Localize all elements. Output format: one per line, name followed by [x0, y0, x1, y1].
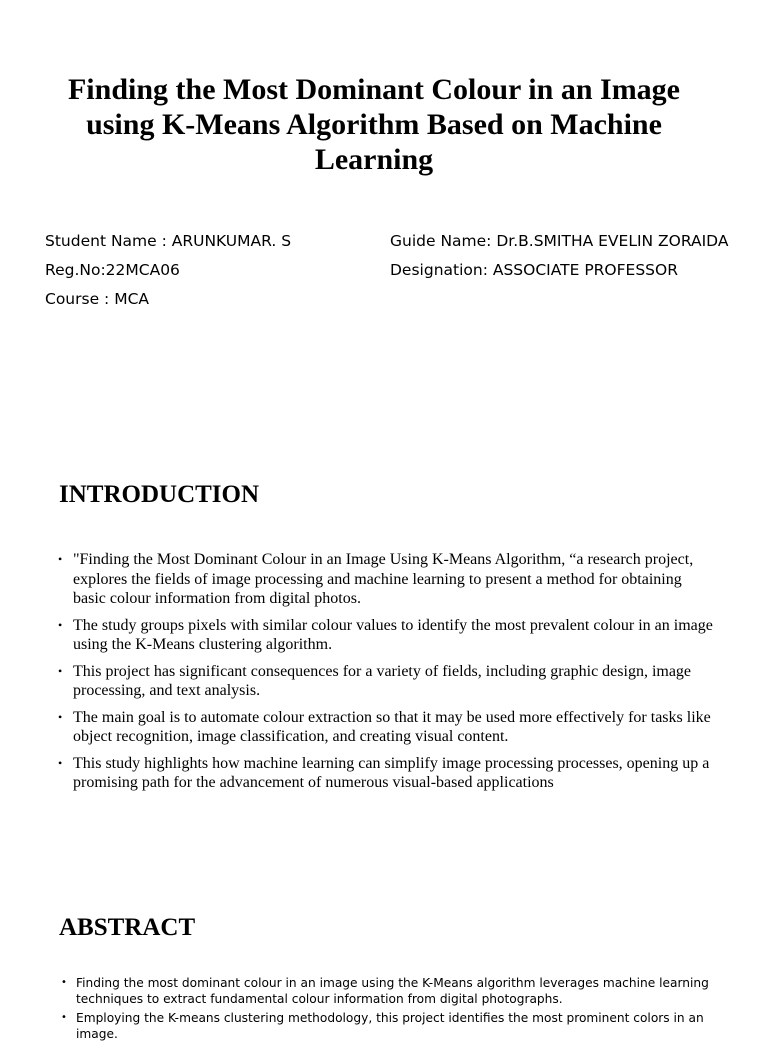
- document-title: Finding the Most Dominant Colour in an Image using K-Means Algorithm Based on Machine Learning: [67, 73, 680, 176]
- bullet-icon: •: [58, 617, 63, 632]
- bullet-icon: •: [61, 1012, 67, 1023]
- list-item: [57, 616, 717, 655]
- course: Course : MCA: [45, 290, 149, 308]
- list-item-text: The study groups pixels with similar colour values to identify the most prevalent colour in an image using the K-Means clustering algorithm.: [73, 616, 713, 653]
- registration-number: Reg.No:22MCA06: [45, 261, 180, 279]
- guide-name: Guide Name: Dr.B.SMITHA EVELIN ZORAIDA: [390, 232, 729, 250]
- list-item: [61, 975, 721, 1007]
- list-item: [57, 708, 717, 747]
- bullet-icon: •: [58, 755, 63, 770]
- list-item-text: This project has significant consequences for a variety of fields, including graphic design, image processing, and text analysis.: [73, 662, 692, 699]
- bullet-icon: •: [58, 552, 63, 566]
- bullet-icon: •: [58, 663, 63, 678]
- list-item: [57, 662, 717, 701]
- guide-info: [390, 229, 728, 287]
- list-item-text: Employing the K-means clustering methodology, this project identifies the most prominent colors in an image.: [76, 1011, 704, 1041]
- list-item-text: This study highlights how machine learning can simplify image processing processes, opening up a promising path for the advancement of numerous visual-based applications: [73, 754, 710, 791]
- list-item: [57, 550, 717, 609]
- bullet-icon: •: [61, 977, 67, 988]
- introduction-heading: INTRODUCTION: [59, 481, 260, 508]
- student-info: [45, 229, 291, 316]
- list-item: [57, 754, 717, 793]
- abstract-heading: ABSTRACT: [59, 914, 196, 941]
- list-item: [61, 1010, 721, 1042]
- student-name: Student Name : ARUNKUMAR. S: [45, 232, 292, 250]
- abstract-list: [61, 975, 721, 1045]
- guide-designation: Designation: ASSOCIATE PROFESSOR: [390, 261, 678, 279]
- introduction-list: [57, 550, 717, 800]
- list-item-text: The main goal is to automate colour extraction so that it may be used more effectively for tasks like object recognition, image classification, and creating visual content.: [73, 708, 711, 745]
- bullet-icon: •: [58, 709, 63, 724]
- list-item-text: "Finding the Most Dominant Colour in an Image Using K-Means Algorithm, “a research project, explores the fields of image processing and machine learning to present a method for obtaining basic colour information from digital photos.: [73, 551, 694, 607]
- list-item-text: Finding the most dominant colour in an image using the K-Means algorithm leverages machine learning techniques to extract fundamental colour information from digital photographs.: [76, 976, 709, 1006]
